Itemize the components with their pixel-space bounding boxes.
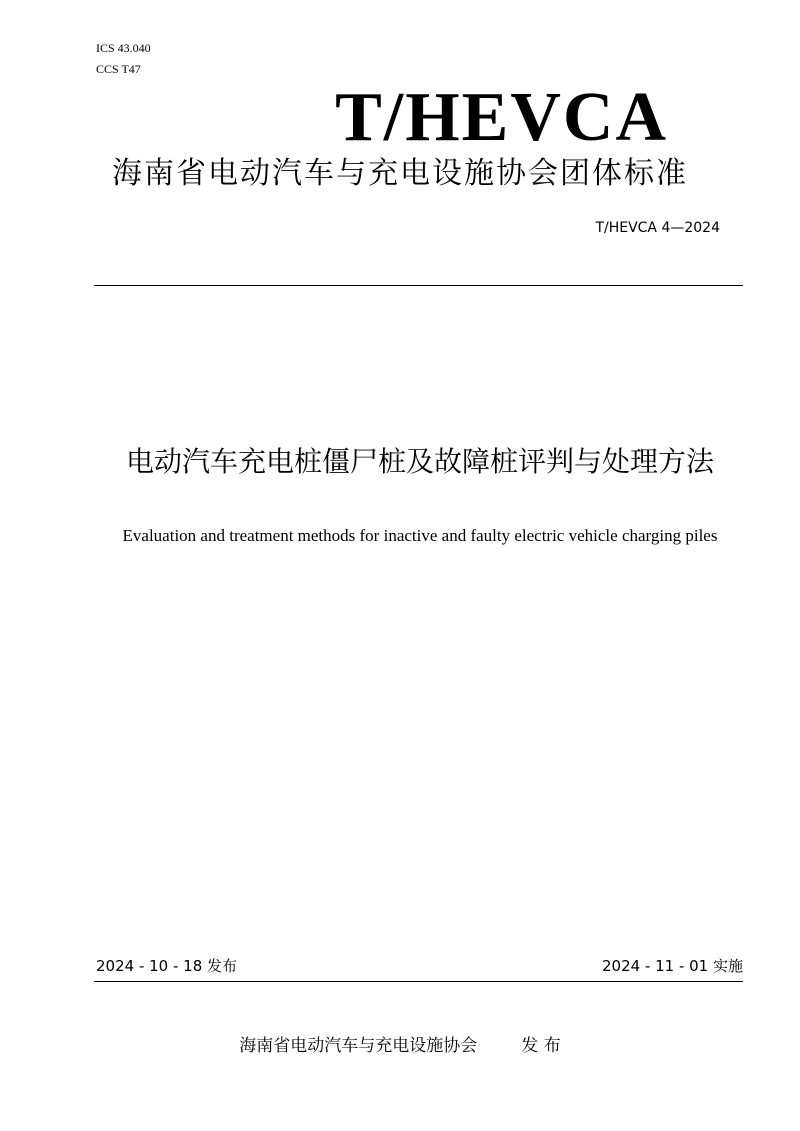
ics-code: ICS 43.040	[96, 41, 151, 55]
publisher-name: 海南省电动汽车与充电设施协会	[239, 1036, 478, 1056]
document-title-zh: 电动汽车充电桩僵尸桩及故障桩评判与处理方法	[125, 445, 714, 478]
standard-brand: T/HEVCA	[335, 79, 668, 156]
document-title-en: Evaluation and treatment methods for inactive and faulty electric vehicle charging piles	[122, 526, 718, 545]
issue-date: 2024 - 10 - 18 发布	[96, 957, 238, 975]
footer-divider	[94, 981, 743, 982]
document-number: T/HEVCA 4—2024	[595, 220, 720, 236]
organization-standard-title: 海南省电动汽车与充电设施协会团体标准	[112, 156, 688, 191]
implementation-date: 2024 - 11 - 01 实施	[601, 957, 743, 975]
ccs-code: CCS T47	[96, 62, 141, 76]
publisher-line	[0, 1034, 800, 1058]
publisher-action: 发 布	[521, 1036, 561, 1056]
header-divider	[94, 285, 743, 286]
